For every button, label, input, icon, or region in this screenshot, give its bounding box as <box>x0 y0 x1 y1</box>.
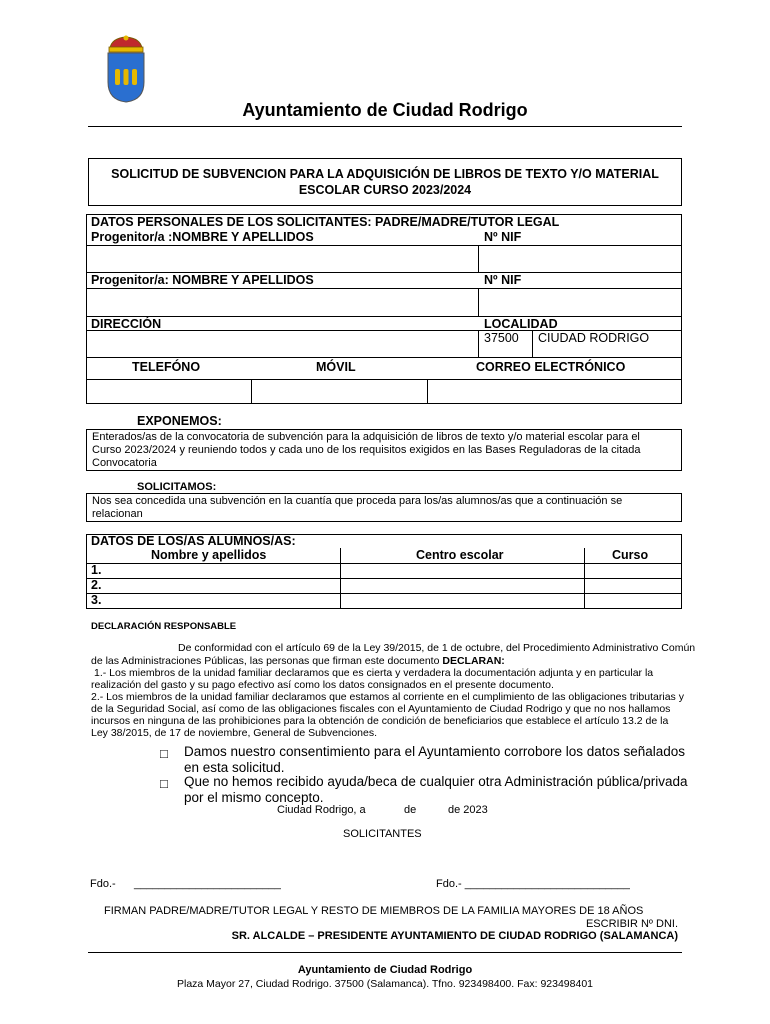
solicitantes-label: SOLICITANTES <box>343 828 422 840</box>
column-header-school: Centro escolar <box>416 548 504 562</box>
correo-field[interactable] <box>427 379 682 404</box>
localidad-label: LOCALIDAD <box>484 317 558 331</box>
progenitor1-name-field[interactable] <box>86 245 479 273</box>
consent-text: en esta solicitud. <box>184 760 285 775</box>
declaracion-line <box>91 655 505 668</box>
section-title: DATOS PERSONALES DE LOS SOLICITANTES: PADRE/MADRE/TUTOR LEGAL <box>91 215 560 229</box>
dni-note: ESCRIBIR Nº DNI. <box>585 918 678 930</box>
declaracion-line: realización del gasto y su pago efectivo así como los datos consignados en el presente documento. <box>91 679 554 691</box>
students-table <box>86 534 682 609</box>
signature-year: de 2023 <box>448 804 488 816</box>
table-row[interactable] <box>86 578 682 594</box>
progenitor2-name-field[interactable] <box>86 288 479 317</box>
coat-of-arms-logo <box>104 34 148 104</box>
divider <box>88 952 682 953</box>
signature-de: de <box>404 804 417 816</box>
signers-note: FIRMAN PADRE/MADRE/TUTOR LEGAL Y RESTO DE MIEMBROS DE LA FAMILIA MAYORES DE 18 AÑOS <box>104 905 644 917</box>
row-number: 2. <box>91 578 102 592</box>
declaracion-keyword: DECLARAN: <box>442 655 505 667</box>
column-header-course: Curso <box>612 548 649 562</box>
solicitamos-line: Nos sea concedida una subvención en la cuantía que proceda para los/as alumnos/as que a continuación se <box>92 495 623 507</box>
footer-address: Plaza Mayor 27, Ciudad Rodrigo. 37500 (Salamanca). Tfno. 923498400. Fax: 923498401 <box>177 978 593 990</box>
movil-label: MÓVIL <box>316 360 356 374</box>
postal-code-value: 37500 <box>484 331 519 345</box>
exponemos-heading: EXPONEMOS: <box>137 414 222 428</box>
exponemos-line: Curso 2023/2024 y reuniendo todos y cada uno de los requisitos exigidos en las Bases Reguladoras de la citada <box>92 444 641 456</box>
solicitamos-box <box>86 493 682 522</box>
row-number: 1. <box>91 563 102 577</box>
localidad-value: CIUDAD RODRIGO <box>538 331 650 345</box>
personal-data-table <box>86 214 682 404</box>
exponemos-line: Convocatoria <box>92 457 157 469</box>
exponemos-box <box>86 429 682 471</box>
no-aid-text: por el mismo concepto. <box>184 790 324 805</box>
telefono-field[interactable] <box>86 379 252 404</box>
nif1-label: Nº NIF <box>484 230 522 244</box>
row-number: 3. <box>91 593 102 607</box>
addressee: SR. ALCALDE – PRESIDENTE AYUNTAMIENTO DE CIUDAD RODRIGO (SALAMANCA) <box>231 930 678 942</box>
solicitamos-heading: SOLICITAMOS: <box>137 481 217 493</box>
declaracion-line: Ley 38/2015, de 17 de noviembre, General de Subvenciones. <box>91 727 378 739</box>
correo-label: CORREO ELECTRÓNICO <box>476 360 626 374</box>
signature-line-1[interactable]: ________________________ <box>134 878 281 890</box>
no-aid-text: Que no hemos recibido ayuda/beca de cualquier otra Administración pública/privada <box>184 774 688 789</box>
consent-text: Damos nuestro consentimiento para el Ayuntamiento corrobore los datos señalados <box>184 744 686 759</box>
table-row[interactable] <box>86 563 682 579</box>
declaracion-line: incursos en ninguna de las prohibiciones para la obtención de condición de beneficiarios que establece el artículo 13.2 de la <box>91 715 669 727</box>
movil-field[interactable] <box>251 379 428 404</box>
exponemos-line: Enterados/as de la convocatoria de subvención para la adquisición de libros de texto y/o material escolar para el <box>92 431 640 443</box>
form-title-line: SOLICITUD DE SUBVENCION PARA LA ADQUISICIÓN DE LIBROS DE TEXTO Y/O MATERIAL <box>111 167 659 181</box>
form-title <box>88 158 682 206</box>
declaracion-line: de la Seguridad Social, así como de las obligaciones fiscales con el Ayuntamiento de Ciudad Rodrigo y que no nos hallamos <box>91 703 671 715</box>
nif2-field[interactable] <box>478 288 682 317</box>
consent-checkbox[interactable]: □ <box>160 746 168 761</box>
declaracion-text: de las Administraciones Públicas, las personas que firman este documento <box>91 655 443 667</box>
declaracion-heading: DECLARACIÓN RESPONSABLE <box>91 621 237 632</box>
telefono-label: TELEFÓNO <box>132 360 201 374</box>
no-aid-checkbox[interactable]: □ <box>160 776 168 791</box>
declaracion-line: De conformidad con el artículo 69 de la Ley 39/2015, de 1 de octubre, del Procedimiento Administrativo Común <box>178 642 696 654</box>
footer-organization: Ayuntamiento de Ciudad Rodrigo <box>297 964 473 976</box>
signature-fdo-1: Fdo.- <box>90 878 116 890</box>
progenitor2-label: Progenitor/a: NOMBRE Y APELLIDOS <box>91 273 314 287</box>
divider <box>88 126 682 127</box>
column-header-name: Nombre y apellidos <box>151 548 267 562</box>
nif1-field[interactable] <box>478 245 682 273</box>
direccion-label: DIRECCIÓN <box>91 317 162 331</box>
form-title-line: ESCOLAR CURSO 2023/2024 <box>298 183 472 197</box>
direccion-field[interactable] <box>86 330 479 358</box>
solicitamos-line: relacionan <box>92 508 143 520</box>
signature-line-2[interactable]: Fdo.- ___________________________ <box>436 878 630 890</box>
nif2-label: Nº NIF <box>484 273 522 287</box>
signature-place: Ciudad Rodrigo, a <box>277 804 366 816</box>
organization-title: Ayuntamiento de Ciudad Rodrigo <box>242 100 528 120</box>
declaracion-line: 1.- Los miembros de la unidad familiar declaramos que es cierta y verdadera la documentación adjunta y en particular la <box>94 667 654 679</box>
table-row[interactable] <box>86 593 682 609</box>
section-title: DATOS DE LOS/AS ALUMNOS/AS: <box>91 534 296 548</box>
progenitor1-label: Progenitor/a :NOMBRE Y APELLIDOS <box>91 230 314 244</box>
declaracion-line: 2.- Los miembros de la unidad familiar declaramos que estamos al corriente en el cumplimiento de las obligaciones tributarias y <box>91 691 684 703</box>
